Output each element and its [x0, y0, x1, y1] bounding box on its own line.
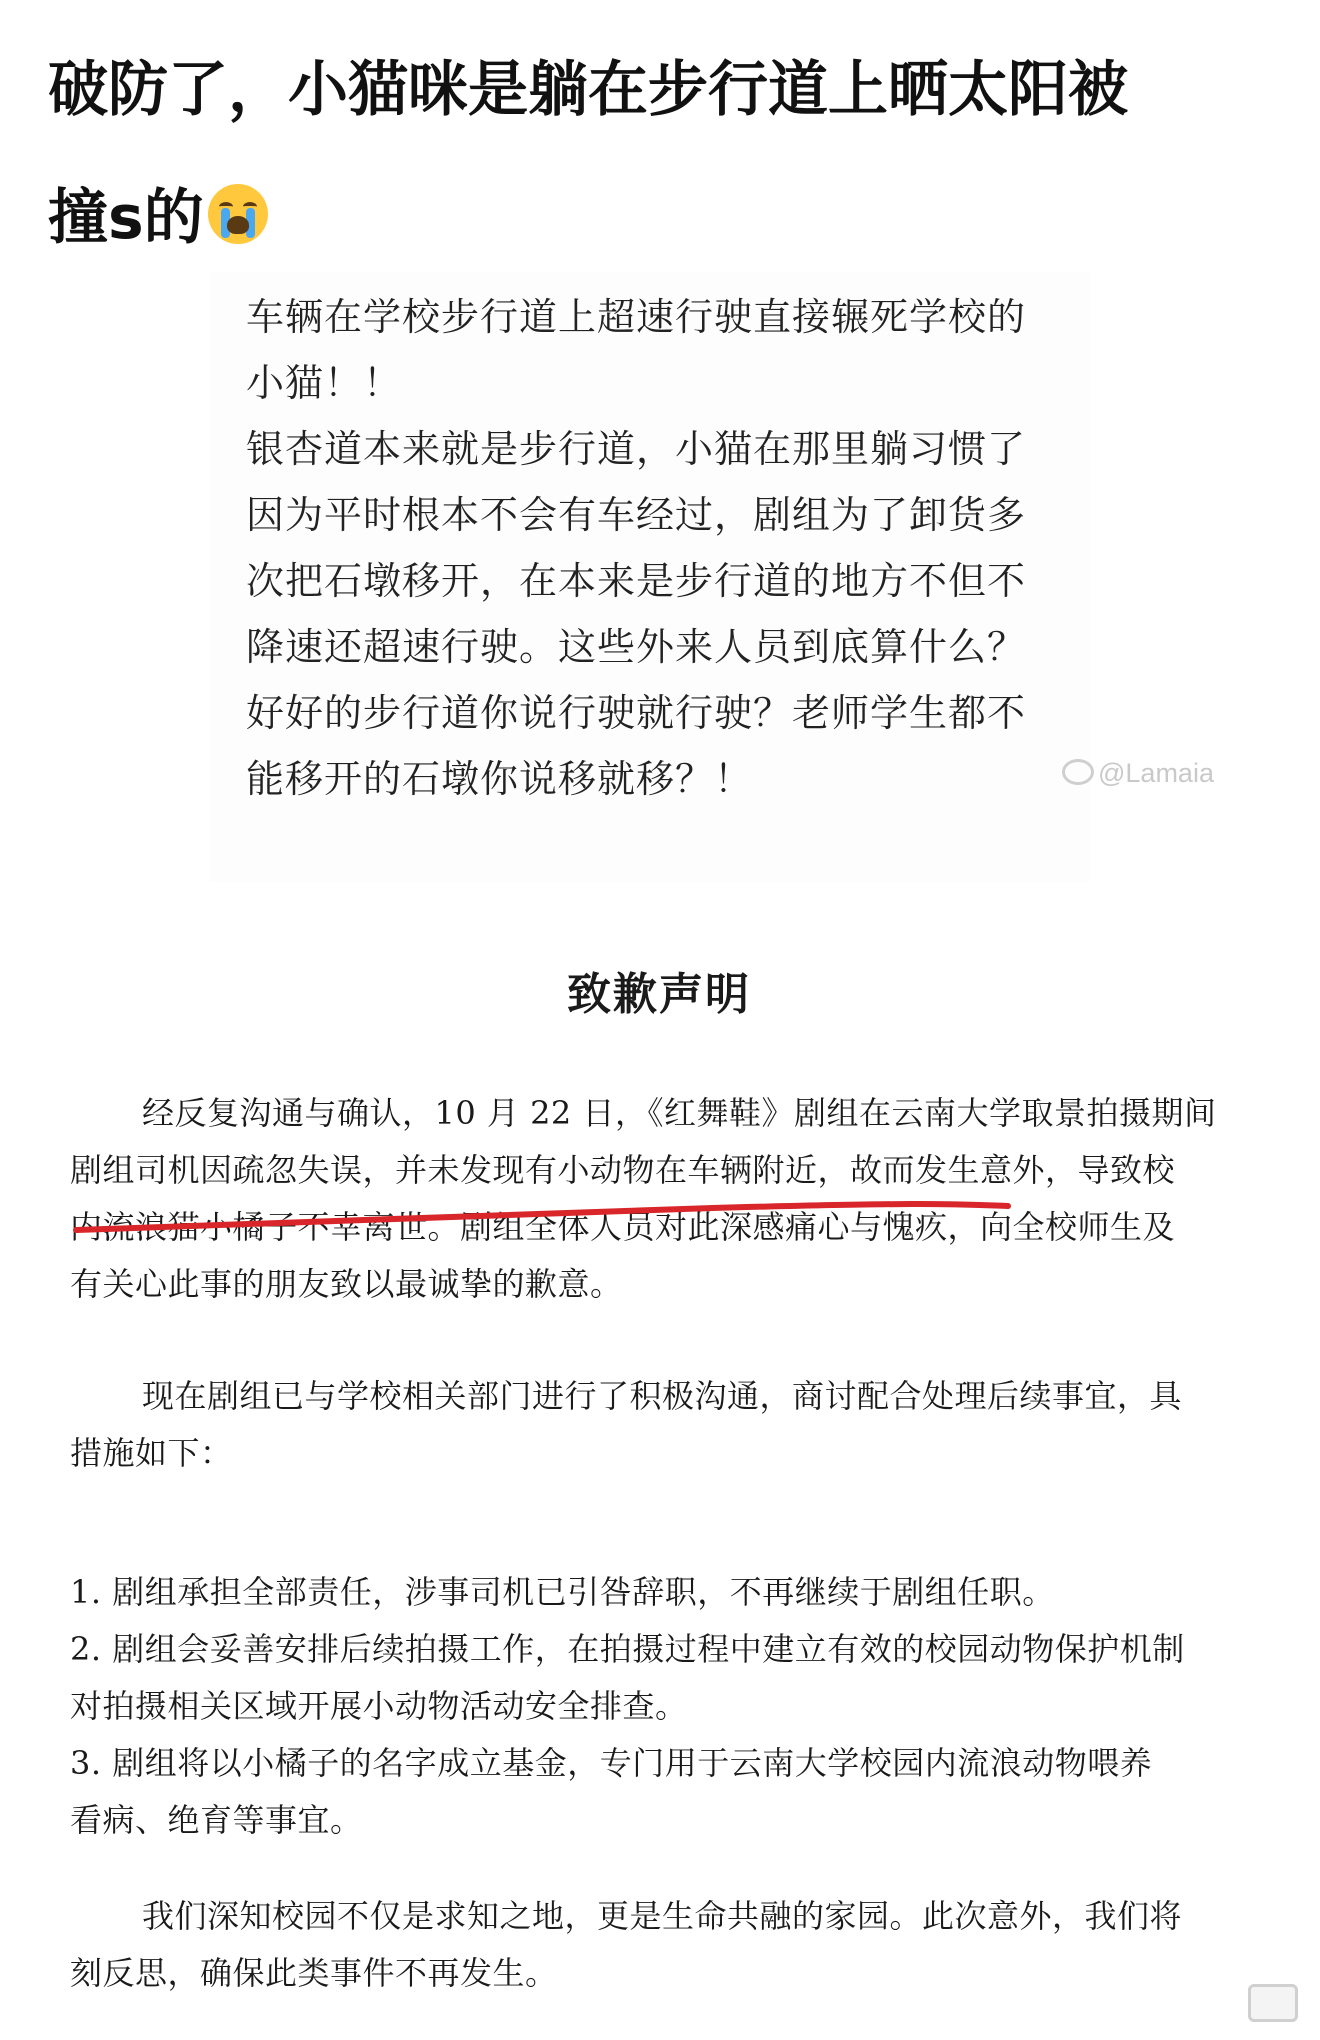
list-item: 看病、绝育等事宜。: [70, 1801, 363, 1839]
statement-line-underlined: 剧组司机因疏忽失误，并未发现有小动物在车辆附近，故而发生意外，导致校: [70, 1151, 1176, 1189]
statement-line: 措施如下：: [70, 1434, 233, 1472]
apology-statement-image: [48, 930, 1270, 2010]
weibo-logo-icon: [1062, 759, 1094, 785]
statement-paragraph-1: [70, 1085, 1216, 1313]
statement-paragraph-4: [70, 1888, 1182, 2002]
list-item: 2. 剧组会妥善安排后续拍摄工作，在拍摄过程中建立有效的校园动物保护机制: [70, 1630, 1185, 1668]
list-item: 对拍摄相关区域开展小动物活动安全排查。: [70, 1687, 688, 1725]
measures-list: [70, 1564, 1185, 1849]
statement-line: 我们深知校园不仅是求知之地，更是生命共融的家园。此次意外，我们将: [142, 1897, 1183, 1935]
quoted-post-text: 车辆在学校步行道上超速行驶直接辗死学校的 小猫！！ 银杏道本来就是步行道，小猫在那里躺习惯了 因为平时根本不会有车经过，剧组为了卸货多 次把石墩移开，在本来是步行道的地方不但不 降速还超速行驶。这些外来人员到底算什么？ 好好的步行道你说行驶就行驶？老师学生都不 能移开的石墩你说移就移？！: [246, 295, 1027, 801]
post-title-line1: 破防了，小猫咪是躺在步行道上晒太阳被: [48, 55, 1128, 125]
red-underline-annotation: [72, 1200, 1012, 1234]
statement-line: 刻反思，确保此类事件不再发生。: [70, 1954, 558, 1992]
expand-image-icon[interactable]: [1248, 1984, 1298, 2022]
list-item: 1. 剧组承担全部责任，涉事司机已引咎辞职，不再继续于剧组任职。: [70, 1573, 1055, 1611]
statement-line: 有关心此事的朋友致以最诚挚的歉意。: [70, 1265, 623, 1303]
list-item: 3. 剧组将以小橘子的名字成立基金，专门用于云南大学校园内流浪动物喂养: [70, 1744, 1153, 1782]
statement-paragraph-2: [70, 1368, 1182, 1482]
watermark-handle: @Lamaia: [1098, 758, 1214, 788]
loudly-crying-face-icon: [208, 184, 268, 244]
quoted-post-image: [210, 272, 1090, 882]
post-title-line2: 撞s的: [48, 183, 204, 253]
post-title: [48, 26, 1278, 282]
weibo-watermark: [1062, 758, 1214, 789]
statement-title: 致歉声明: [567, 969, 751, 1020]
statement-line: 现在剧组已与学校相关部门进行了积极沟通，商讨配合处理后续事宜，具: [142, 1377, 1183, 1415]
statement-line: 经反复沟通与确认，10 月 22 日，《红舞鞋》剧组在云南大学取景拍摄期间: [142, 1094, 1217, 1132]
statement-line: 内流浪猫小橘子不幸离世。剧组全体人员对此深感痛心与愧疚，向全校师生及: [70, 1208, 1176, 1246]
